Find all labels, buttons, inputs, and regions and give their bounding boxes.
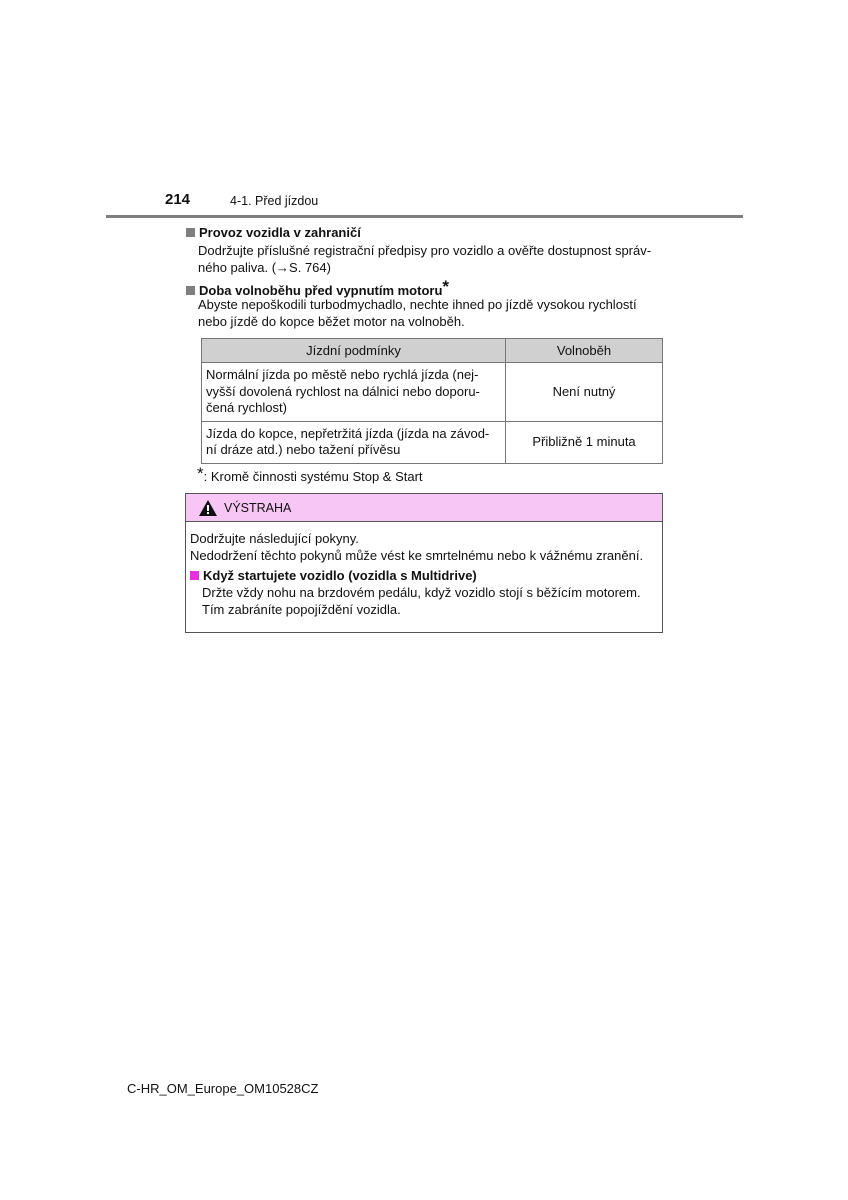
warning-header [186, 494, 662, 522]
footnote: *: Kromě činnosti systému Stop & Start [197, 464, 423, 484]
table-cell-idle: Přibližně 1 minuta [506, 421, 663, 463]
table-cell-condition: Jízda do kopce, nepřetržitá jízda (jízda na závod- ní dráze atd.) nebo tažení přívěsu [202, 421, 506, 463]
footnote-mark: * [442, 277, 450, 296]
idle-time-table [201, 338, 663, 464]
footnote-mark: * [197, 464, 204, 483]
section-heading-abroad: Provoz vozidla v zahraničí [186, 225, 361, 240]
square-bullet-icon [190, 571, 199, 580]
warning-body: Držte vždy nohu na brzdovém pedálu, když vozidlo stojí s běžícím motorem. Tím zabráníte popojíždění vozidla. [202, 585, 641, 617]
section-body-abroad: Dodržujte příslušné registrační předpisy pro vozidlo a ověřte dostupnost správ- ného paliva. (→S. 764) [198, 243, 652, 275]
section-title: 4-1. Před jízdou [230, 194, 319, 208]
table-header-row [202, 339, 663, 363]
table-cell-condition: Normální jízda po městě nebo rychlá jízda (nej- vyšší dovolená rychlost na dálnici nebo doporu- čená rychlost) [202, 363, 506, 422]
page-number: 214 [165, 191, 191, 208]
warning-intro: Dodržujte následující pokyny. Nedodržení těchto pokynů může vést ke smrtelnému nebo k vážnému zranění. [190, 531, 644, 563]
warning-label: VÝSTRAHA [224, 501, 292, 515]
table-header-condition: Jízdní podmínky [202, 339, 506, 363]
header-rule [106, 215, 743, 218]
warning-triangle-icon [198, 499, 218, 517]
warning-subheading: Když startujete vozidlo (vozidla s Multidrive) [190, 568, 477, 583]
warning-box [185, 493, 663, 633]
section-heading-idle: Doba volnoběhu před vypnutím motoru* [186, 277, 449, 298]
table-row [202, 421, 663, 463]
table-header-idle: Volnoběh [506, 339, 663, 363]
square-bullet-icon [186, 228, 195, 237]
table-cell-idle: Není nutný [506, 363, 663, 422]
section-body-idle: Abyste nepoškodili turbodmychadlo, nechte ihned po jízdě vysokou rychlostí nebo jízdě do kopce běžet motor na volnoběh. [198, 297, 637, 329]
square-bullet-icon [186, 286, 195, 295]
document-code: C-HR_OM_Europe_OM10528CZ [127, 1081, 319, 1096]
table-row [202, 363, 663, 422]
